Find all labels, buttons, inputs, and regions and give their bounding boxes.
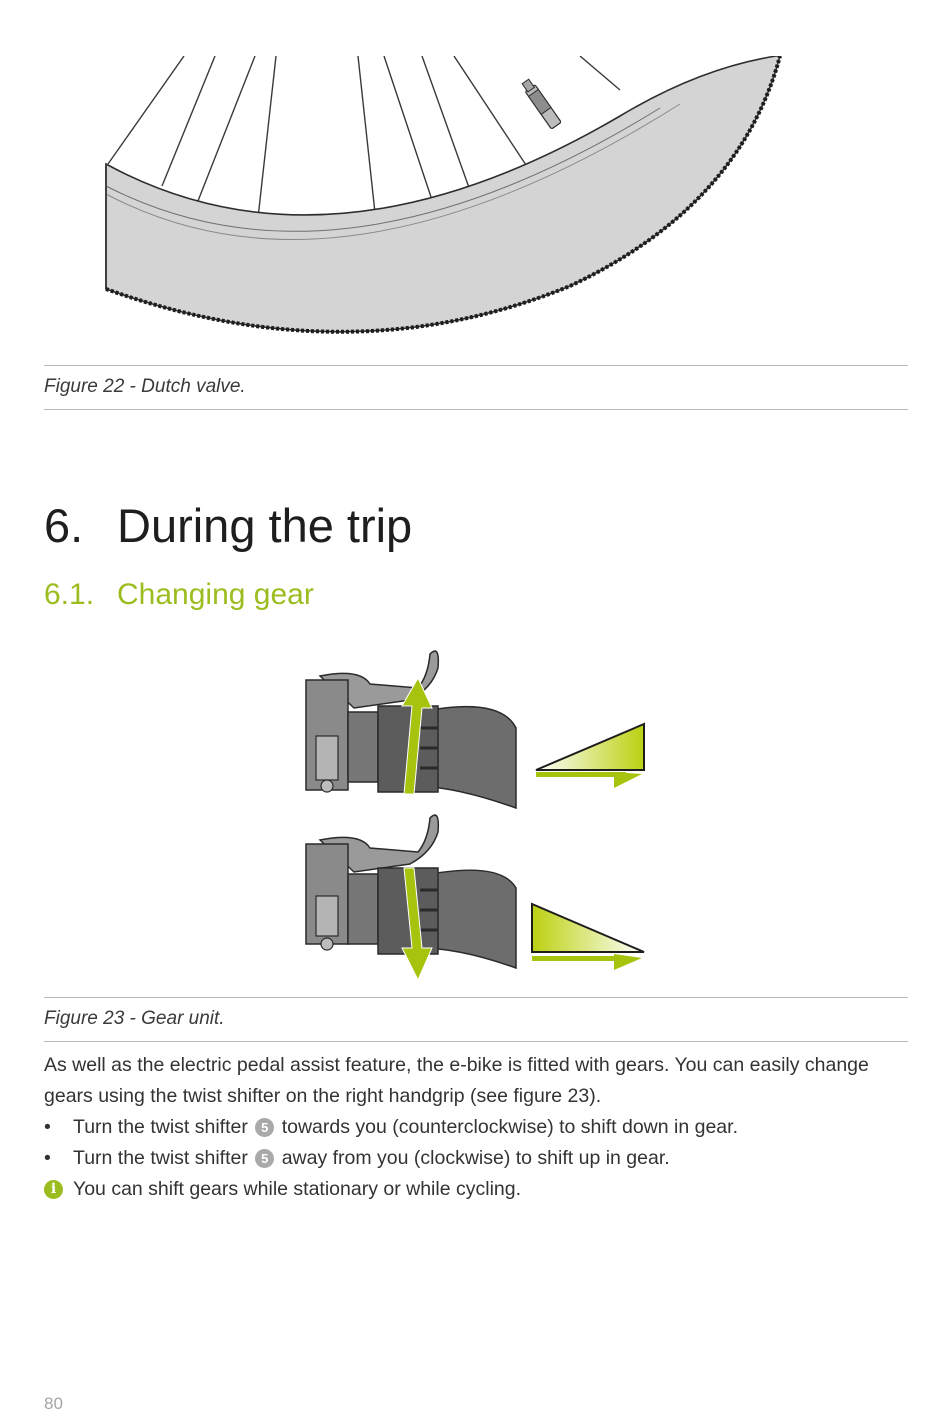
info-note <box>44 1174 521 1205</box>
bullet-text-start: Turn the twist shifter <box>73 1147 248 1169</box>
section-heading <box>44 498 412 553</box>
figure22-caption: Figure 22 - Dutch valve. <box>44 376 246 397</box>
part-number-badge: 5 <box>255 1118 274 1137</box>
bullet-item-downshift <box>44 1112 738 1143</box>
gear-unit-illustration <box>300 648 650 983</box>
shifter-downshift <box>306 815 516 980</box>
upshift-ramp-icon <box>536 724 644 788</box>
bullet-text-start: Turn the twist shifter <box>73 1116 248 1138</box>
dutch-valve <box>520 78 561 129</box>
subsection-heading <box>44 578 314 612</box>
subsection-number: 6.1. <box>44 578 95 611</box>
bullet-item-upshift <box>44 1143 670 1174</box>
intro-line-2: gears using the twist shifter on the right handgrip (see figure 23). <box>44 1085 602 1107</box>
figure22-top-rule <box>44 365 908 366</box>
part-number-badge: 5 <box>255 1149 274 1168</box>
shifter-upshift <box>306 651 516 808</box>
bullet-dot: • <box>44 1147 51 1169</box>
subsection-title: Changing gear <box>117 578 314 611</box>
tyre <box>106 56 780 332</box>
info-text: You can shift gears while stationary or while cycling. <box>73 1178 522 1200</box>
section-number: 6. <box>44 499 84 552</box>
bullet-text-end: towards you (counterclockwise) to shift down in gear. <box>281 1116 738 1138</box>
figure23-bottom-rule <box>44 1041 908 1042</box>
figure22-bottom-rule <box>44 409 908 410</box>
section-title: During the trip <box>117 499 413 552</box>
bullet-dot: • <box>44 1116 51 1138</box>
intro-line-1: As well as the electric pedal assist feature, the e-bike is fitted with gears. You can easily change <box>44 1054 869 1076</box>
figure23-caption: Figure 23 - Gear unit. <box>44 1008 225 1029</box>
info-icon: i <box>44 1180 63 1199</box>
downshift-ramp-icon <box>532 904 644 970</box>
figure23-top-rule <box>44 997 908 998</box>
bullet-text-end: away from you (clockwise) to shift up in gear. <box>281 1147 670 1169</box>
page-number: 80 <box>44 1394 63 1413</box>
dutch-valve-illustration <box>100 56 790 346</box>
